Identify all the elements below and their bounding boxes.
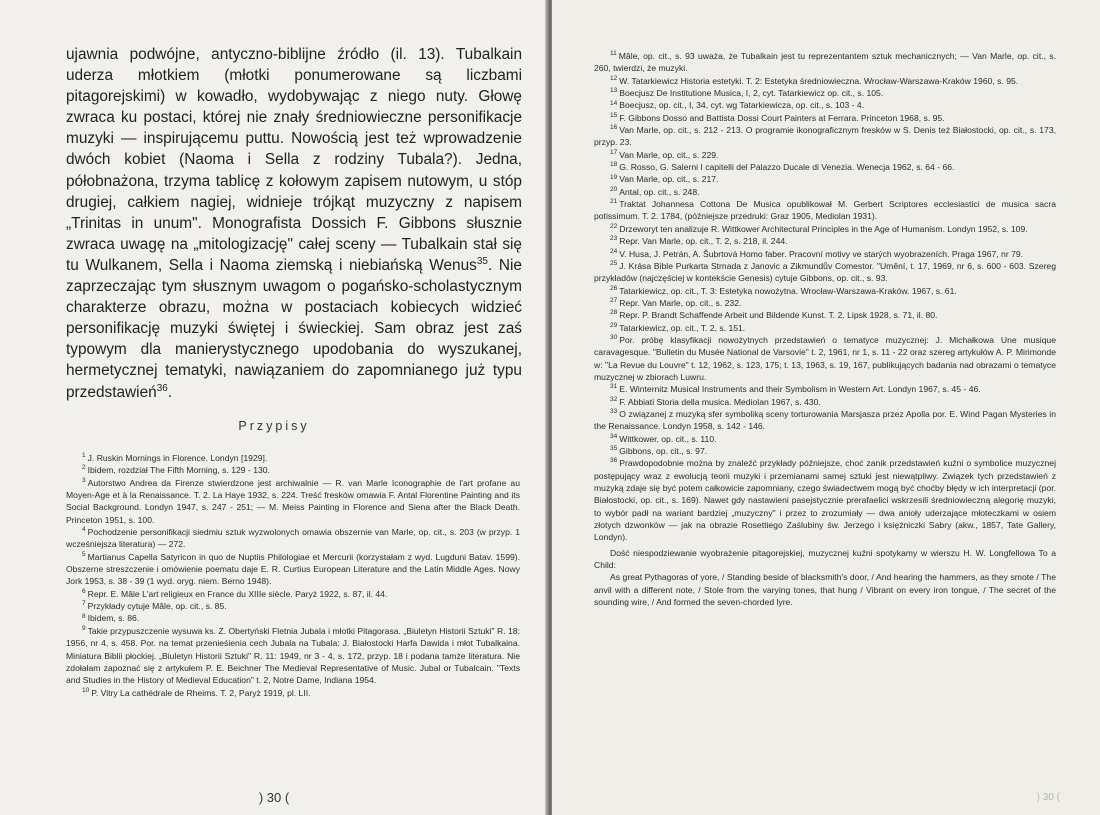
footnote-number: 25	[610, 259, 618, 267]
footnote-item	[66, 600, 520, 612]
right-page	[552, 0, 1100, 815]
footnote-item	[594, 50, 1056, 75]
footnote-text: Tatarkiewicz, op. cit., T. 3: Estetyka nowożytna. Wrocław-Warszawa-Kraków. 1967, s. 61.	[619, 285, 957, 296]
footnote-number: 28	[610, 309, 618, 317]
footnote-number: 20	[610, 185, 618, 193]
footnote-text: Boecjusz, op. cit., I, 34, cyt. wg Tatarkiewicza, op. cit., s. 103 - 4.	[619, 100, 865, 111]
footnote-text: Repr. Van Marle, op. cit., T. 2, s. 218, il. 244.	[619, 236, 788, 247]
footnote-number: 13	[610, 87, 618, 95]
footnote-number: 32	[610, 395, 618, 403]
footnote-number: 26	[610, 284, 618, 292]
footnote-item	[594, 161, 1056, 173]
footnote-text: Martianus Capella Satyricon in quo de Nuptiis Philologiae et Mercurii (korzystałam z wyd. Lugduni Batav. 1599). Obszerne streszczenie i omówienie poematu daje E. R. Curtius European Literature and the Latin Middle Ages. Nowy Jork 1953, s. 38 - 39 (1 wyd. oryg. niem. Berno 1948).	[66, 551, 520, 587]
footnote-item	[594, 445, 1056, 457]
footnote-number: 24	[610, 247, 618, 255]
footnote-text: Mâle, op. cit., s. 93 uważa, że Tubalkain jest tu reprezentantem sztuk mechanicznych; — Van Marle, op. cit., s. 260, twierdzi, że muzyki.	[594, 51, 1056, 74]
footnote-text: Van Marle, op. cit., s. 217.	[619, 174, 719, 185]
footnote-item	[594, 112, 1056, 124]
footnote-item	[594, 297, 1056, 309]
footnote-item	[594, 248, 1056, 260]
footnote-item	[66, 526, 520, 551]
footnote-text: J. Ruskin Mornings in Florence. Londyn [1929].	[87, 453, 268, 463]
footnote-text: O związanej z muzyką sfer symboliką sceny torturowania Marsjasza przez Apolla por. E. Wind Pagan Mysteries in the Renaissance. Londyn 1958, s. 142 - 146.	[594, 408, 1056, 432]
body-text	[66, 44, 522, 403]
footnote-text: F. Gibbons Dosso and Battista Dossi Court Painters at Ferrara. Princeton 1968, s. 95.	[619, 112, 945, 123]
footnote-item	[594, 87, 1056, 99]
right-footnotes	[594, 50, 1056, 608]
footnote-text: Ibidem, rozdział The Fifth Morning, s. 129 - 130.	[87, 465, 270, 476]
footnote-item	[594, 309, 1056, 321]
footnote-item	[66, 612, 520, 624]
footnote-number: 27	[610, 297, 618, 305]
body-text-main: ujawnia podwójne, antyczno-biblijne źródło (il. 13). Tubalkain uderza młotkiem (młotki ponumerowane są liczbami pitagorejskimi) w kowadło, wydobywając z niego nuty. Głowę zwraca ku postaci, której nie znały średniowieczne personifikacje muzyki — inspirującemu puttu. Nowością jest też wprowadzenie dwóch kobiet (Naoma i Sella z rodziny Tubala?). Jedna, półobnażona, trzyma tablicę z kołowym zapisem nutowym, u stóp drugiej, całkiem nagiej, widnieje trójkąt muzyczny z napisem „Trinitas in unum". Monografista Dossich F. Gibbons słusznie zwraca uwagę na „mitologizację" całej sceny — Tubalkain stał się tu Wulkanem, Sella i Naoma ziemską i niebiańską Wenus	[66, 46, 522, 274]
footnote-text: Autorstwo Andrea da Firenze stwierdzone jest archiwalnie — R. van Marle Iconographie de l'art profane au Moyen-Age et à la Renaissance. T. 2. La Haye 1932, s. 224. Treść fresków omawia F. Antal Florentine Painting and its Social Background. Londyn 1947, s. 247 - 251; — M. Meiss Painting in Florence and Siena after the Black Death. Princeton 1951, s. 100.	[66, 477, 520, 525]
footnote-number: 16	[610, 124, 618, 132]
footnote-number: 11	[610, 50, 617, 58]
footnote-number: 34	[610, 432, 618, 440]
footnote-text: G. Rosso, G. Salerni I capitelli del Palazzo Ducale di Venezia. Wenecja 1962, s. 64 - 66.	[619, 162, 955, 173]
footnote-item	[594, 260, 1056, 285]
footnote-text: Przykłady cytuje Mâle, op. cit., s. 85.	[87, 601, 227, 612]
footnote-ref-36: 36	[156, 382, 168, 394]
footnote-text: Tatarkiewicz, op. cit., T. 2, s. 151.	[619, 322, 746, 333]
footnote-item	[66, 551, 520, 588]
footnote-number: 30	[610, 334, 618, 342]
footnote-item	[594, 433, 1056, 445]
footnote-number: 29	[610, 321, 618, 329]
left-footnotes	[66, 452, 520, 699]
footnote-number: 23	[610, 235, 618, 243]
footnote-item	[594, 322, 1056, 334]
footnote-item	[594, 408, 1056, 433]
footnote-number: 22	[610, 222, 618, 230]
footnote-text: Van Marle, op. cit., s. 212 - 213. O programie ikonograficznym fresków w S. Denis też Białostocki, op. cit., s. 173, przyp. 23.	[594, 125, 1056, 148]
footnote-number: 35	[610, 445, 618, 453]
footnote-number: 15	[610, 111, 618, 119]
footnote-text: Gibbons, op. cit., s. 97.	[619, 446, 708, 456]
footnote-number: 31	[610, 383, 618, 391]
footnote-number: 18	[610, 161, 618, 169]
footnote-number: 10	[82, 686, 90, 694]
footnote-item	[66, 625, 520, 687]
footnote-number: 14	[610, 99, 618, 107]
footnote-item	[594, 198, 1056, 223]
footnote-text: Wittkower, op. cit., s. 110.	[619, 433, 717, 444]
footnote-item	[594, 186, 1056, 198]
footnote-text: E. Winternitz Musical Instruments and their Symbolism in Western Art. Londyn 1967, s. 45 - 46.	[619, 384, 981, 395]
footnote-number: 3	[82, 476, 86, 484]
footnote-text: J. Krása Bible Purkarta Strnada z Janovic a Zikmundův Comestor. "Umění, t. 17, 1969, nr 6, s. 600 - 603. Szereg przykładów (najczęściej w kontekście Genesis) cytuje Gibbons, op. cit., s. 93.	[594, 260, 1056, 284]
footnote-number: 21	[610, 198, 618, 206]
footnote-item	[66, 687, 520, 699]
footnotes-heading: Przypisy	[238, 419, 310, 433]
body-text-continued: . Nie zaprzeczając tym słusznym uwagom o pogańsko-scholastycznym charakterze obrazu, można w postaciach kobiecych widzieć personifikację muzyki świętej i świeckiej. Sam obraz jest zaś typowym dla manierystycznego upodobania do wyszukanej, hermetycznej tematyki, nawiązaniem do zapomnianego już typu przedstawień	[66, 256, 522, 401]
body-text-end: .	[167, 383, 173, 401]
poem-quotation: As great Pythagoras of yore, / Standing beside of blacksmith's door, / And hearing the hammers, as they smote / The anvil with a different note, / Stole from the varying tones, that hung / Vibrant on every iron tongue, / The secret of the sounding wire, / And formed the seven-chorded lyre.	[594, 572, 1056, 608]
footnote-text: Repr. P. Brandt Schaffende Arbeit und Bildende Kunst. T. 2. Lipsk 1928, s. 71, il. 80.	[619, 310, 938, 321]
footnote-number: 33	[610, 408, 618, 416]
body-paragraph	[66, 44, 522, 403]
footnote-number: 4	[82, 526, 86, 534]
footnote-text: Repr. Van Marle, op. cit., s. 232.	[619, 297, 742, 308]
footnote-text: F. Abbiati Storia della musica. Mediolan 1967, s. 430.	[619, 396, 821, 407]
footnote-item	[594, 396, 1056, 408]
footnote-item	[594, 223, 1056, 235]
footnote-item	[594, 99, 1056, 111]
footnote-text: Antal, op. cit., s. 248.	[619, 186, 700, 197]
footnote-item	[594, 334, 1056, 383]
footnote-number: 12	[610, 74, 618, 82]
footnote-text: Pochodzenie personifikacji siedmiu sztuk wyzwolonych omawia obszernie van Marle, op. cit., s. 203 (w przyp. 1 wcześniejsza literatura) — 272.	[66, 527, 520, 550]
faint-page-mark: ) 30 (	[1036, 792, 1060, 803]
footnote-item	[594, 149, 1056, 161]
page-number: ) 30 (	[258, 790, 290, 805]
footnote-item	[66, 464, 520, 476]
footnote-number: 6	[82, 587, 86, 595]
footnote-text: Boecjusz De Institutione Musica, I, 2, cyt. Tatarkiewicz op. cit., s. 105.	[619, 88, 884, 99]
footnote-number: 5	[82, 550, 86, 558]
footnote-text: V. Husa, J. Petrán, A. Šubrtová Homo faber. Pracovní motivy ve starých wyobrazeních. Praga 1967, nr 79.	[619, 248, 1024, 259]
footnote-number: 1	[82, 452, 86, 460]
footnote-item	[66, 477, 520, 526]
footnote-item	[594, 124, 1056, 149]
footnote-number: 9	[82, 624, 86, 632]
footnote-text: Drzeworyt ten analizuje R. Wittkower Architectural Principles in the Age of Humanism. Londyn 1952, s. 109.	[619, 223, 1028, 234]
footnote-item	[66, 588, 520, 600]
footnote-ref-35: 35	[476, 255, 488, 267]
footnote-item	[594, 173, 1056, 185]
footnote-number: 36	[610, 457, 618, 465]
footnote-text: Van Marle, op. cit., s. 229.	[619, 149, 719, 160]
footnote-text: Por. próbę klasyfikacji nowożytnych przedstawień o tematyce muzycznej: J. Michałkowa Une musique caravagesque. "Bulletin du Musée National de Varsovie" t. 2, 1961, nr 1, s. 11 - 22 oraz szereg artykułów A. P. Mirimonde w: "La Revue du Louvre" t. 12, 1962, s. 123, 175; t. 13, 1963, s. 19, 167, publikujących badania nad obrazami o tematyce muzycznej w zbiorach Luwru.	[594, 334, 1056, 382]
footnote-number: 19	[610, 173, 618, 181]
footnote-text: Prawdopodobnie można by znaleźć przykłady późniejsze, choć zanik przedstawień kuźni o symbolice muzycznej postępujący wraz z ewolucją teorii muzyki i przemianami samej sztuki jest niewątpliwy. Związek tych przedstawień z muzyką zdaje się być potem całkowicie zapomniany, czego świadectwem mogą być choćby błędy w ich interpretacji (por. Białostocki, op. cit., s. 169). Nawet gdy nastawieni pasejstycznie prerafaelici wskrzesili średniowieczną alegorię muzyki, to wybór padł na wariant bardziej „muzyczny" i przez to zrozumiały — dwa anioły uderzające młoteczkami w osiem złotych dzwonków — jak na obrazie Rosettiego Zaślubiny św. Jerzego i księżniczki Sabry (akw., 1857, Tate Gallery, Londyn).	[594, 458, 1056, 543]
footnote-number: 8	[82, 612, 86, 620]
footnote-text: Traktat Johannesa Cottona De Musica opublikował M. Gerbert Scriptores ecclesiastici de musica sacra potissimum. T. 2. 1784, (późniejsze przedruki: Graz 1905, Mediolan 1931).	[594, 199, 1056, 222]
footnote-text: W. Tatarkiewicz Historia estetyki. T. 2: Estetyka średniowieczna. Wrocław-Warszawa-Kraków 1960, s. 95.	[619, 75, 1019, 86]
footnote-text: Repr. E. Mâle L'art religieux en France du XIIIe siècle. Paryż 1922, s. 87, il. 44.	[87, 588, 388, 599]
footnote-item	[66, 452, 520, 464]
footnote-text: Takie przypuszczenie wysuwa ks. Z. Obertyński Fletnia Jubala i młotki Pitagorasa. „Biuletyn Historii Sztuki" R. 18: 1956, nr 4, s. 458. Por. na temat przenieśienia cech Jubala na Tubala: J. Białostocki Harfa Dawida i młot Tubalkaina. Miniatura Biblii płockiej. „Biuletyn Historii Sztuki" R. 11: 1949, nr 3 - 4, s. 172, przyp. 18 i podana tamże literatura. Nie zdołałam zapoznać się z artykułem P. E. Beichner The Medieval Representative of Music. Jubal or Tubalcain. "Texts and Studies in the History of Medieval Education" t. 2, Notre Dame, Indiana 1954.	[66, 625, 520, 686]
footnote-number: 17	[610, 148, 618, 156]
footnote-item	[594, 75, 1056, 87]
footnote-text: P. Vitry La cathédrale de Rheims. T. 2, Paryż 1919, pl. LII.	[91, 687, 311, 698]
footnote-item	[594, 235, 1056, 247]
closing-paragraph: Dość niespodziewanie wyobrażenie pitagorejskiej, muzycznej kuźni spotykamy w wierszu H. W. Longfellowa To a Child:	[594, 547, 1056, 571]
footnote-item	[594, 457, 1056, 543]
footnote-number: 7	[82, 600, 86, 608]
footnote-text: Ibidem, s. 86.	[87, 613, 140, 624]
footnote-item	[594, 285, 1056, 297]
footnote-number: 2	[82, 464, 86, 472]
left-page	[0, 0, 548, 815]
footnote-item	[594, 383, 1056, 395]
